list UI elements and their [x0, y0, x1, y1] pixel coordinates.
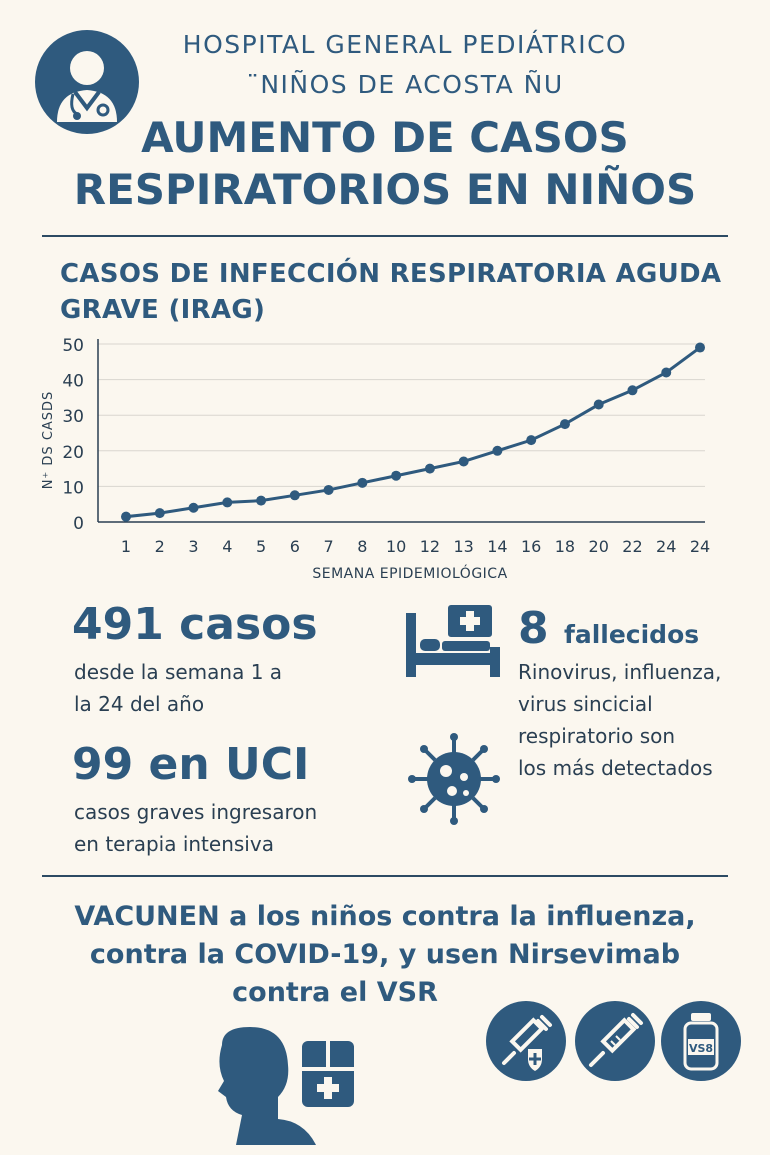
y-axis-label: N⁺ DS CASDS — [41, 390, 56, 490]
divider-bottom — [42, 875, 728, 877]
line-chart — [0, 325, 770, 590]
y-tick-label: 30 — [62, 407, 84, 428]
data-point — [391, 471, 401, 481]
virus-text-line2: virus sincicial — [518, 692, 653, 716]
y-tick-label: 0 — [73, 514, 84, 534]
data-point — [560, 419, 570, 429]
cases-desc-line2: la 24 del año — [74, 692, 205, 716]
data-point — [661, 367, 671, 377]
x-tick-label: 13 — [453, 537, 474, 556]
data-point — [155, 508, 165, 518]
x-tick-label: 6 — [289, 537, 300, 556]
x-tick-label: 18 — [554, 537, 576, 556]
hospital-name-line2: ¨NIÑOS DE ACOSTA ÑU — [246, 70, 564, 99]
data-point — [189, 503, 199, 513]
x-tick-label: 12 — [419, 537, 441, 556]
x-tick-label: 10 — [385, 537, 407, 556]
syringe-shield-icon — [486, 1001, 566, 1081]
data-point — [594, 400, 604, 410]
hospital-name-line1: HOSPITAL GENERAL PEDIÁTRICO — [182, 30, 628, 59]
y-tick-label: 10 — [62, 478, 84, 499]
page-title-line2: RESPIRATORIOS EN NIÑOS — [73, 165, 697, 214]
page-title-line1: AUMENTO DE CASOS — [141, 113, 629, 162]
data-point — [492, 446, 502, 456]
x-tick-label: 24 — [689, 537, 711, 556]
x-tick-label: 14 — [487, 537, 508, 556]
data-point — [121, 512, 131, 522]
divider-top — [42, 235, 728, 237]
cases-desc-line1: desde la semana 1 a — [74, 660, 283, 684]
data-point — [459, 456, 469, 466]
data-point — [425, 464, 435, 474]
x-tick-label: 22 — [622, 537, 643, 556]
x-tick-label: 1 — [120, 537, 132, 556]
deaths-label: fallecidos — [563, 620, 700, 649]
syringe-icon — [575, 1001, 655, 1081]
x-tick-label: 16 — [520, 537, 542, 556]
y-tick-label: 40 — [62, 371, 84, 392]
data-point — [324, 485, 334, 495]
virus-text-line3: respiratorio son — [518, 724, 676, 748]
x-tick-label: 24 — [656, 537, 677, 556]
y-tick-label: 20 — [62, 442, 84, 463]
cta-line1: VACUNEN a los niños contra la influenza, — [74, 901, 696, 932]
x-tick-label: 2 — [154, 537, 165, 556]
data-point — [256, 496, 266, 506]
icu-desc-line1: casos graves ingresaron — [74, 800, 318, 824]
data-point — [627, 385, 637, 395]
icu-count: 99 en UCI — [72, 739, 310, 790]
vaccine-vial-icon — [661, 1001, 741, 1081]
deaths-number: 8 — [518, 603, 549, 654]
cta-line3: contra el VSR — [232, 977, 438, 1008]
x-tick-label: 3 — [188, 537, 199, 556]
child-first-aid-icon — [212, 1025, 362, 1149]
deaths-count — [518, 604, 699, 660]
x-axis-label: SEMANA EPIDEMIOLÓGICA — [312, 566, 508, 582]
hospital-bed-icon — [404, 603, 502, 681]
chart-title-line2: GRAVE (IRAG) — [60, 295, 266, 325]
data-point — [357, 478, 367, 488]
cases-count: 491 casos — [72, 599, 318, 650]
x-tick-label: 7 — [323, 537, 334, 556]
data-point — [290, 490, 300, 500]
x-tick-label: 20 — [588, 537, 609, 556]
data-point — [695, 343, 705, 353]
x-tick-label: 5 — [255, 537, 267, 556]
data-point — [526, 435, 536, 445]
x-tick-label: 4 — [222, 537, 233, 556]
y-tick-label: 50 — [62, 336, 84, 356]
series-line — [126, 348, 700, 517]
virus-icon — [408, 733, 500, 829]
virus-text-line1: Rinovirus, influenza, — [518, 660, 722, 684]
data-point — [222, 497, 232, 507]
chart-title-line1: CASOS DE INFECCIÓN RESPIRATORIA AGUDA — [60, 259, 722, 289]
icu-desc-line2: en terapia intensiva — [74, 832, 274, 856]
cta-line2: contra la COVID-19, y usen Nirsevimab — [89, 939, 681, 970]
x-tick-label: 8 — [357, 537, 368, 556]
vial-label: VS8 — [688, 1042, 714, 1055]
virus-text-line4: los más detectados — [518, 756, 713, 780]
